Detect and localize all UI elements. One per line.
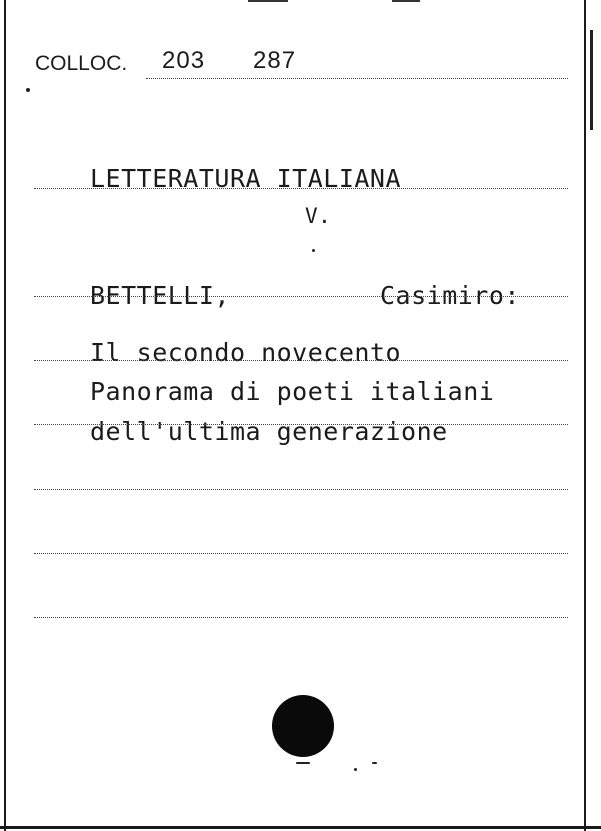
card-top-mark (392, 0, 420, 2)
card-left-edge (4, 0, 6, 831)
author-surname: BETTELLI, (90, 281, 230, 310)
colloc-number-1: 203 (162, 47, 206, 74)
blank-rule-3 (34, 617, 568, 618)
author-rule (34, 296, 568, 297)
punch-hole (272, 695, 334, 757)
subject-heading: LETTERATURA ITALIANA (90, 164, 402, 193)
ink-speck (26, 88, 30, 92)
colloc-number-2: 287 (253, 47, 297, 74)
title-line-3: dell'ultima generazione (90, 417, 448, 446)
blank-rule-1 (34, 489, 568, 490)
title-rule-2 (34, 424, 568, 425)
ink-speck (372, 762, 377, 764)
ink-speck (296, 762, 310, 764)
title-rule-1 (34, 360, 568, 361)
ink-speck (354, 768, 357, 771)
card-top-mark (248, 0, 288, 2)
card-bottom-edge (0, 826, 601, 829)
subject-see-reference: V. (305, 204, 332, 228)
colloc-rule (146, 78, 568, 79)
colloc-label: COLLOC. (35, 52, 128, 75)
blank-rule-2 (34, 553, 568, 554)
card-right-edge-shadow (590, 30, 593, 130)
title-line-1: Il secondo novecento (90, 338, 402, 367)
ink-speck (312, 249, 315, 252)
author-name: Casimiro: (380, 281, 520, 310)
title-line-2: Panorama di poeti italiani (90, 377, 495, 406)
card-right-edge (584, 0, 586, 831)
subject-rule (34, 188, 568, 189)
